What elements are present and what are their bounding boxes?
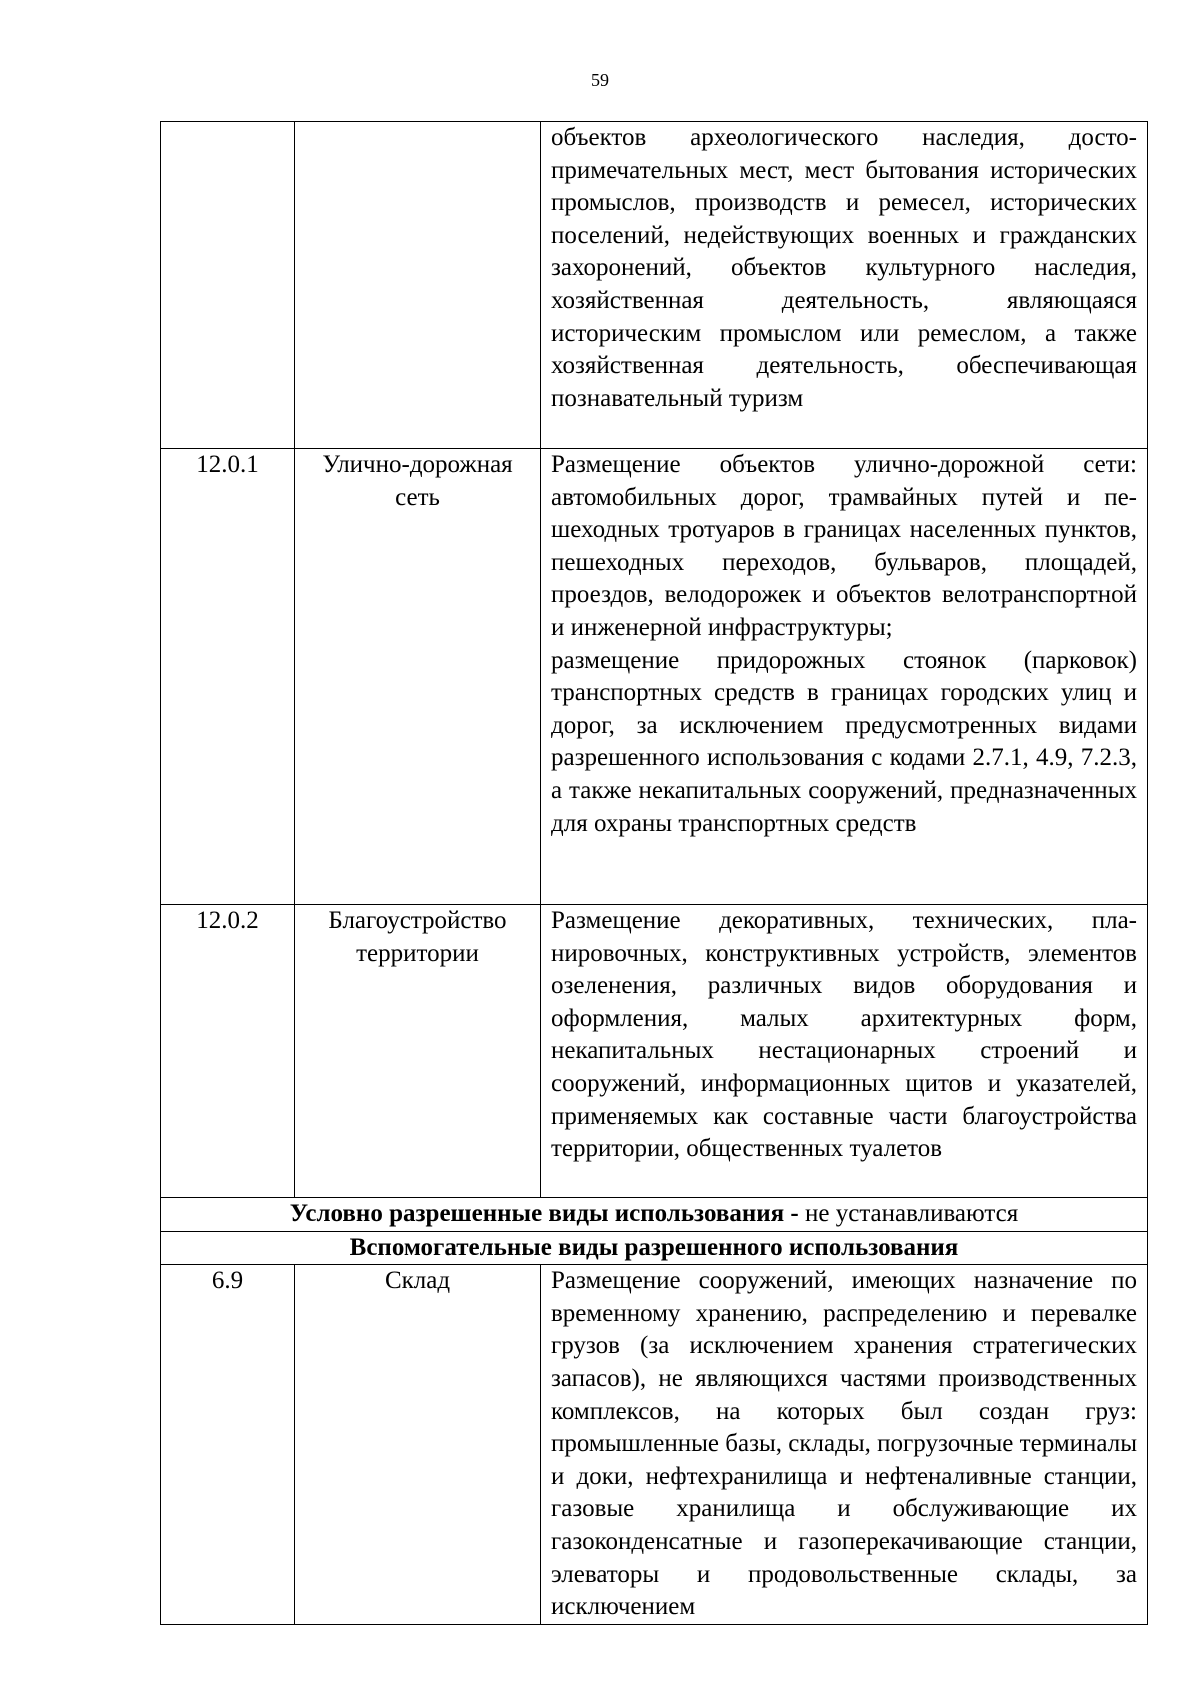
description-text: Размещение объектов улично-дорожной сети: автомобильных дорог, трамвайных путей и пешеходных тротуаров в границах населенных пунктов, пешеходных переходов, бульваров, площадей, проездов, велодорожек и объектов велотранспортной и инженерной инфраструктуры; [551, 451, 1137, 641]
description-text: Размещение декоративных, технических, планировочных, конструктивных устройств, элементов озеленения, различных видов оборудования и оформления, малых архитектурных форм, некапитальных нестационарных строений и сооружений, информационных щитов и указателей, применяемых как составные части благоустройства территории, общественных туалетов [551, 907, 1137, 1163]
name-cell: Благоустройство территории [295, 905, 541, 1198]
section-header-row [161, 1231, 1148, 1265]
page-number: 59 [591, 70, 609, 90]
code-cell: 6.9 [161, 1265, 295, 1625]
table-row [161, 122, 1148, 449]
section-title: Условно разрешенные виды использования - [289, 1200, 799, 1227]
description-cell [541, 122, 1148, 449]
description-cell [541, 449, 1148, 905]
section-header-row [161, 1198, 1148, 1232]
description-cell [541, 1265, 1148, 1625]
section-note: не устанавливаются [798, 1200, 1019, 1227]
code-cell [161, 122, 295, 449]
name-cell: Улично-дорожная сеть [295, 449, 541, 905]
description-text: объектов археологического наследия, достопримечательных мест, мест бытования исторических промыслов, производств и ремесел, исторических поселений, недействующих военных и гражданских захоронений, объектов культурного наследия, хозяйственная деятельность, являющаяся историческим промыслом или ремеслом, а также хозяйственная деятельность, обеспечивающая познавательный туризм [551, 124, 1137, 412]
land-use-table [160, 121, 1148, 1625]
section-conditional-header [161, 1198, 1148, 1232]
description-cell [541, 905, 1148, 1198]
section-auxiliary-header [161, 1231, 1148, 1265]
code-cell: 12.0.1 [161, 449, 295, 905]
name-cell [295, 122, 541, 449]
code-cell: 12.0.2 [161, 905, 295, 1198]
description-text: Размещение сооружений, имеющих назначение по временному хранению, распределению и перевалке грузов (за исключением хранения стратегических запасов), не являющихся частями производственных комплексов, на которых был создан груз: промышленные базы, склады, погрузочные терминалы и доки, нефтехранилища и нефтеналивные станции, газовые хранилища и обслуживающие их газоконденсатные и газоперекачивающие станции, элеваторы и продовольственные склады, за исключением [551, 1267, 1137, 1621]
table-row [161, 449, 1148, 905]
table-row [161, 1265, 1148, 1625]
description-text: размещение придорожных стоянок (парковок) транспортных средств в границах городских улиц и дорог, за исключением предусмотренных видами разрешенного использования с кодами 2.7.1, 4.9, 7.2.3, а также некапитальных сооружений, предназначенных для охраны транспортных средств [551, 646, 1137, 837]
name-cell: Склад [295, 1265, 541, 1625]
table-row [161, 905, 1148, 1198]
section-title: Вспомогательные виды разрешенного использования [349, 1233, 959, 1261]
